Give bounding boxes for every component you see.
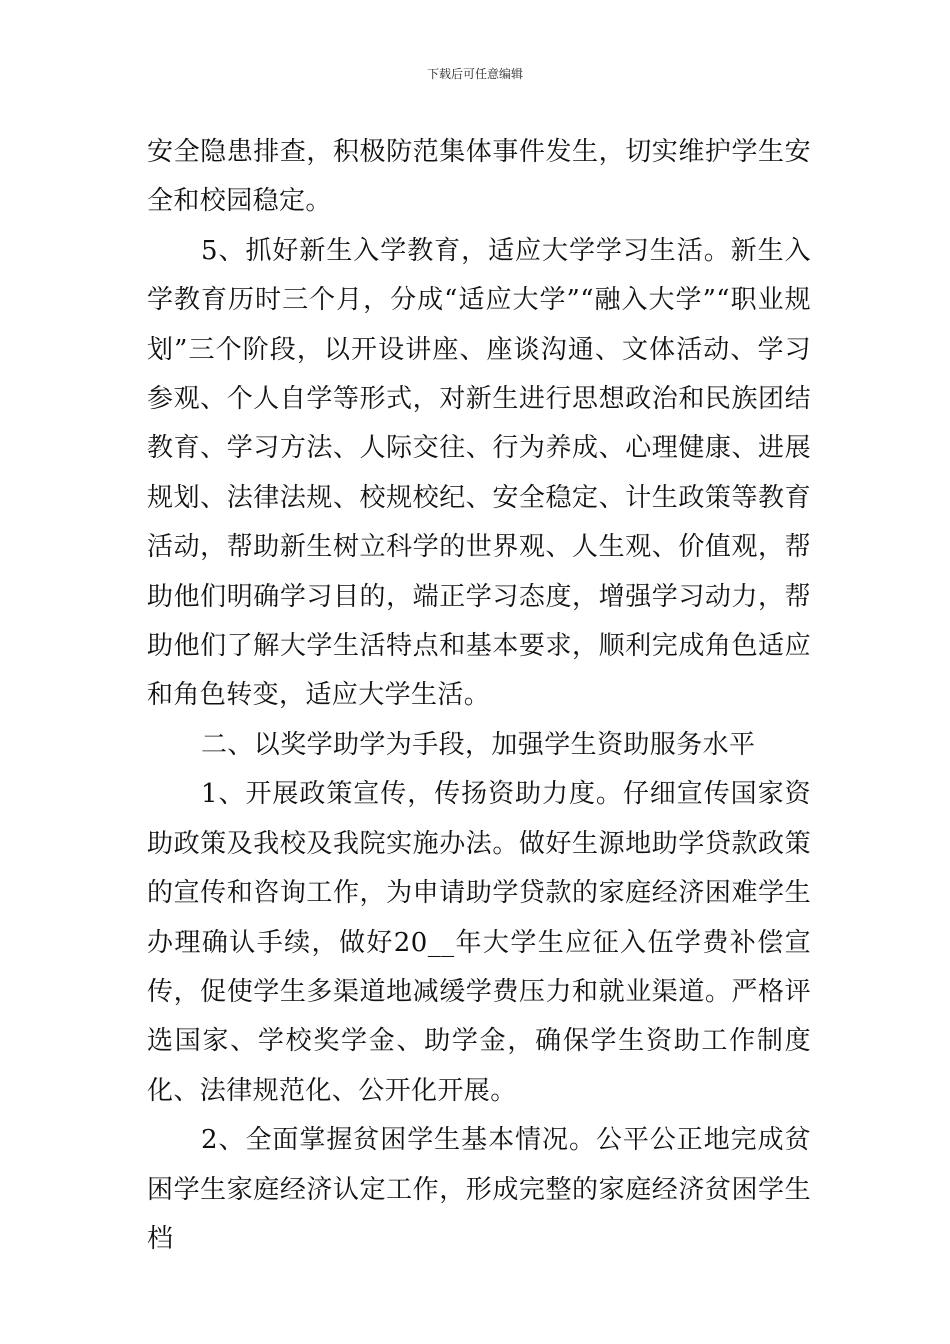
paragraph: 安全隐患排查，积极防范集体事件发生，切实维护学生安全和校园稳定。 bbox=[147, 137, 811, 217]
paragraph: 1、开展政策宣传，传扬资助力度。仔细宣传国家资助政策及我校及我院实施办法。做好生源地助学贷款政策的宣传和咨询工作，为申请助学贷款的家庭经济困难学生办理确认手续，做好20__年大学生应征入伍学费补偿宣传，促使学生多渠道地减缓学费压力和就业渠道。严格评选国家、学校奖学金、助学金，确保学生资助工作制度化、法律规范化、公开化开展。 bbox=[147, 779, 811, 1106]
page-header: 下载后可任意编辑 bbox=[426, 67, 523, 81]
section-heading: 二、以奖学助学为手段，加强学生资助服务水平 bbox=[201, 729, 756, 760]
paragraph: 5、抓好新生入学教育，适应大学学习生活。新生入学教育历时三个月，分成“适应大学”“融入大学”“职业规划”三个阶段，以开设讲座、座谈沟通、文体活动、学习参观、个人自学等形式，对新生进行思想政治和民族团结教育、学习方法、人际交往、行为养成、心理健康、进展规划、法律法规、校规校纪、安全稳定、计生政策等教育活动，帮助新生树立科学的世界观、人生观、价值观，帮助他们明确学习目的，端正学习态度，增强学习动力，帮助他们了解大学生活特点和基本要求，顺利完成角色适应和角色转变，适应大学生活。 bbox=[147, 235, 811, 711]
document-body bbox=[147, 128, 811, 1264]
paragraph: 2、全面掌握贫困学生基本情况。公平公正地完成贫困学生家庭经济认定工作，形成完整的家庭经济贫困学生档 bbox=[147, 1125, 811, 1254]
